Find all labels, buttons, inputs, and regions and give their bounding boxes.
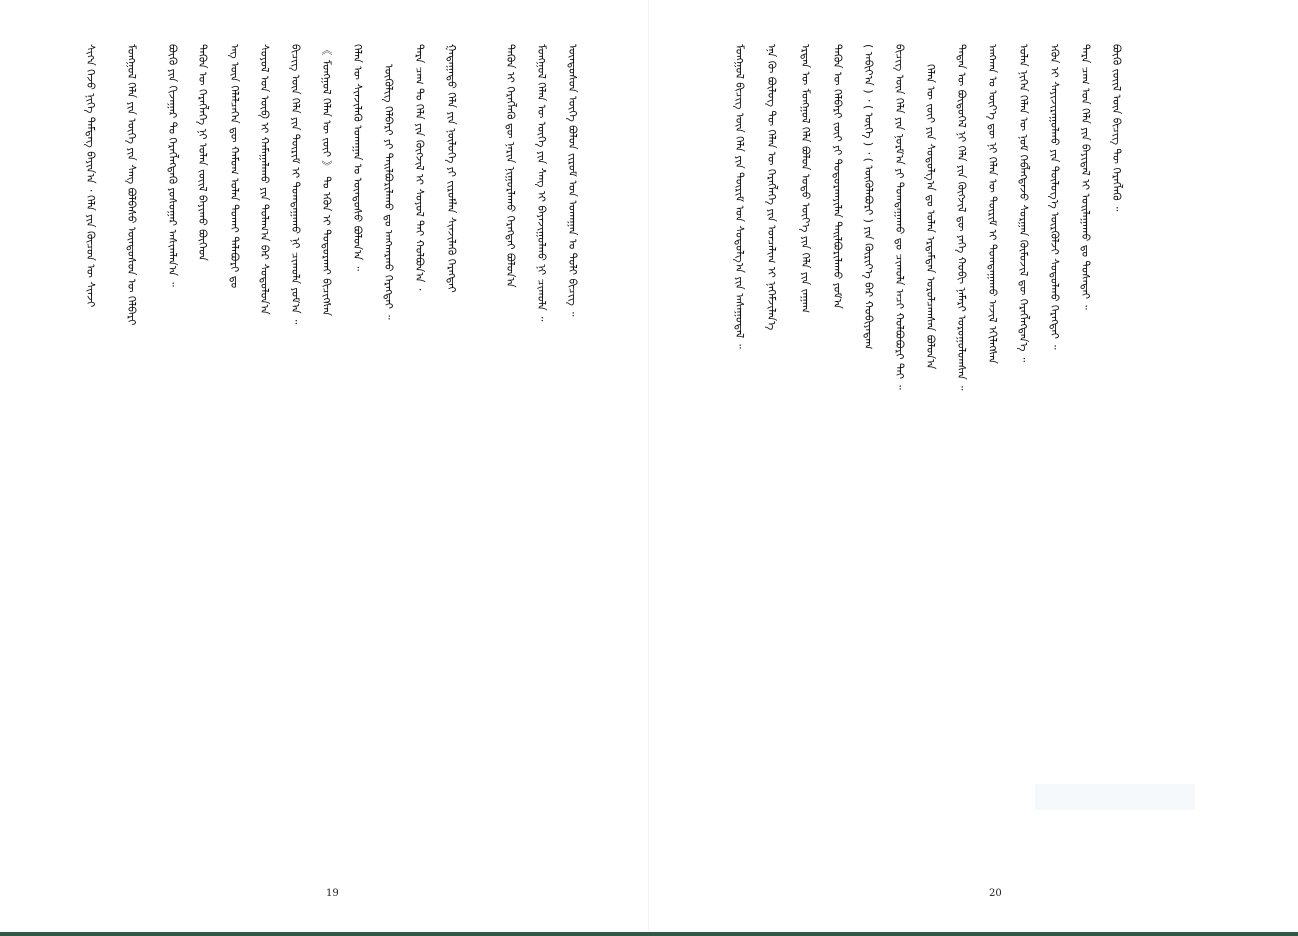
text-column: ᠮᠣᠩᠭᠣᠯ ᠪᠢᠴᠢᠭ ᠦᠨ ᠬᠡᠯᠡ ᠶᠢᠨ ᠳᠦᠷᠢᠮ ᠤᠨ ᠰᠤᠳᠤᠯᠭ᠎ᠠ ᠶᠢᠨ ᠠᠰᠠᠭᠤᠳᠠᠯ ᠃ [733, 44, 746, 349]
text-column: ᠲᠡᠷᠡ ᠴᠠᠭ ᠲᠤ ᠬᠡᠯᠡ ᠶᠢᠨ ᠬᠥᠭᠵᠢᠯ ᠢ ᠰᠣᠶᠣᠯ ᠲᠠᠢ ᠬᠣᠯᠪᠣᠨ᠎ᠠ ᠂ [413, 44, 426, 291]
text-column: ᠪᠦᠬᠦ ᠶᠢᠨ ᠬᠢᠵᠠᠭᠠᠷ ᠲᠤ ᠬᠡᠷᠡᠭᠯᠡᠭᠳᠡᠬᠦ ᠶᠣᠰᠣᠭᠠᠷ ᠠᠰᠢᠭᠯᠠᠨ᠎ᠠ ᠃ [166, 44, 179, 287]
text-column: ᠭᠠᠳᠠᠭᠠᠳᠤ ᠬᠡᠯᠡ ᠶᠢᠨ ᠨᠥᠯᠦᠭᠡ ᠶᠢ ᠵᠢᠷᠤᠮᠯᠠᠨ ᠰᠢᠨᠵᠢᠯᠡᠬᠦ ᠬᠡᠷᠡᠭᠲᠡᠶ [445, 44, 458, 293]
text-column: ᠦᠬᠦᠯᠢᠭ ᠬᠡᠯᠪᠡᠷᠢ ᠶᠢ ᠲᠠᠢᠯᠪᠤᠷᠢᠯᠠᠬᠤ ᠳᠤ ᠠᠩᠬᠠᠷᠬᠤ ᠬᠡᠷᠡᠭᠲᠡᠶ ᠃ [382, 64, 395, 320]
bottom-rule [0, 932, 1298, 936]
text-column: ᠬᠡᠯᠡᠨ ᠦ ᠵᠦᠢ ᠶᠢᠨ ᠰᠤᠳᠤᠯᠭ᠎ᠠ ᠳᠤ ᠣᠯᠠᠨ ᠡᠷᠳᠡᠮᠲᠡᠨ ᠣᠷᠣᠯᠴᠠᠭᠰᠠᠨ ᠪᠣᠯᠤᠨ᠎ᠠ [924, 64, 937, 370]
left-page [0, 0, 649, 932]
text-column: ᠲᠡᠷᠡ ᠴᠠᠭ ᠤᠨ ᠬᠡᠯᠡ ᠶᠢᠨ ᠪᠠᠶᠢᠳᠠᠯ ᠢ ᠣᠢᠯᠠᠭᠠᠬᠤ ᠳᠤ ᠲᠤᠰᠠᠲᠠᠶ ᠃ [1079, 44, 1092, 310]
text-column: ᠰᠣᠶᠣᠯ ᠤᠨ ᠦᠪ ᠢ ᠬᠠᠮᠠᠭᠠᠯᠠᠬᠤ ᠶᠢᠨ ᠲᠤᠯᠠᠭ᠎ᠠ ᠪᠠᠷ ᠰᠤᠳᠤᠯᠤᠨ᠎ᠠ [258, 44, 271, 315]
text-column: ᠮᠣᠩᠭᠣᠯ ᠬᠡᠯᠡᠨ ᠦ ᠦᠭᠡ ᠶᠢᠨ ᠰᠠᠩ ᠢ ᠪᠠᠶᠠᠵᠢᠭᠤᠯᠬᠤ ᠨᠢ ᠴᠢᠬᠤᠯᠠ ᠃ [535, 44, 548, 322]
text-column: ᠪᠢᠴᠢᠭ ᠦᠨ ᠬᠡᠯᠡ ᠶᠢᠨ ᠳᠦᠷᠢᠮ ᠢ ᠲᠣᠭᠲᠠᠭᠠᠬᠤ ᠨᠢ ᠴᠢᠬᠤᠯᠠ ᠶᠤᠮ᠎ᠠ ᠃ [289, 44, 302, 325]
text-column: ᠪᠢᠴᠢᠭ ᠦᠨ ᠬᠡᠯᠡ ᠶᠢᠨ ᠨᠣᠷᠮ᠎ᠠ ᠶᠢ ᠲᠣᠭᠲᠠᠭᠠᠬᠤ ᠳᠤ ᠴᠢᠬᠤᠯᠠ ᠠᠴᠢ ᠬᠣᠯᠪᠣᠪᠣᠷᠢ ᠲᠠᠢ ᠃ [893, 44, 906, 390]
page-number: 19 [326, 888, 339, 899]
text-column: ᠮᠣᠩᠭᠣᠯ ᠬᠡᠯᠡ ᠶᠢᠨ ᠦᠭᠡ ᠶᠢᠨ ᠰᠠᠩ ᠪᠣᠯᠪᠠᠰᠤ ᠦᠨᠳᠦᠰᠦᠨ ᠦ ᠬᠡᠯᠪᠡᠷᠢ [125, 44, 138, 326]
text-column: ( ᠠᠪᠢᠶ᠎ᠠ ) ᠂ ( ᠦᠭᠡ ) ᠂ ( ᠥᠭᠦᠯᠡᠪᠦᠷᠢ ) ᠶᠢᠨ ᠬᠦᠷᠢᠶ᠎ᠡ ᠪᠡᠷ ᠬᠤᠪᠢᠶᠠᠳᠠᠭ [862, 44, 875, 350]
text-column: ᠪᠦᠬᠦ ᠵᠦᠢᠯ ᠦᠨ ᠪᠢᠴᠢᠭ ᠲᠦ ᠬᠡᠷᠡᠭᠯᠡᠬᠦ ᠃ [1110, 44, 1123, 212]
text-column: ᠲᠡᠭᠦᠨ ᠢ ᠬᠡᠷᠡᠭᠯᠡᠬᠦ ᠳᠦ ᠨᠠᠷᠢᠨ ᠨᠢᠭᠤᠷᠯᠠᠬᠤ ᠬᠡᠷᠡᠭᠲᠡᠶ ᠪᠣᠯᠤᠨ᠎ᠠ [504, 44, 517, 288]
text-column: ᠡᠭᠦᠨ ᠢ ᠰᠠᠶᠢᠵᠢᠷᠠᠭᠤᠯᠬᠤ ᠶᠢᠨ ᠲᠥᠯᠦᠭ᠎ᠡ ᠦᠷᠭᠦᠯᠵᠢ ᠰᠤᠳᠤᠯᠬᠤ ᠬᠡᠷᠡᠭᠲᠡᠶ ᠃ [1048, 44, 1061, 350]
text-column: ᠬᠡᠯᠡᠨ ᠦ ᠰᠢᠨᠵᠢᠯᠡᠬᠦ ᠤᠬᠠᠭᠠᠨ ᠤ ᠦᠨᠳᠦᠰᠦ ᠪᠣᠯᠤᠨ᠎ᠠ ᠃ [351, 44, 364, 271]
text-column: ᠣᠯᠠᠨ ᠨᠢᠭᠡᠨ ᠬᠡᠯᠡᠨ ᠦ ᠨᠣᠮ ᠬᠡᠪᠯᠡᠭᠳᠡᠵᠦ ᠰᠤᠷᠭᠠᠨ ᠬᠦᠮᠦᠵᠢᠯ ᠳᠦ ᠬᠡᠷᠡᠭᠯᠡᠭᠳᠡᠨ᠎ᠡ ᠃ [1017, 44, 1030, 363]
text-column: ᠡᠷᠲᠡᠨ ᠦ ᠮᠣᠩᠭᠣᠯ ᠬᠡᠯᠡ ᠪᠣᠯᠤᠨ ᠣᠳᠣ ᠦᠶ᠎ᠡ ᠶᠢᠨ ᠬᠡᠯᠡ ᠶᠢᠨ ᠵᠠᠭᠠᠭ [799, 44, 812, 314]
text-column: ᠲᠡᠭᠦᠨ ᠦ ᠬᠡᠯᠪᠡᠷᠢ ᠵᠦᠢ ᠶᠢ ᠲᠣᠳᠣᠷᠬᠠᠶᠢᠯᠠᠨ ᠲᠠᠢᠯᠪᠤᠷᠢᠯᠠᠬᠤ ᠶᠤᠮ᠎ᠠ [831, 44, 844, 309]
text-column: ᠲᠡᠳᠡᠨ ᠦ ᠪᠦᠲᠦᠭᠡᠯ ᠨᠢ ᠬᠡᠯᠡ ᠶᠢᠨ ᠬᠥᠭᠵᠢᠯ ᠳᠦ ᠶᠡᠬᠡ ᠬᠤᠪᠢ ᠨᠡᠮᠡᠷᠢ ᠣᠷᠣᠭᠤᠯᠤᠭᠰᠠᠨ ᠃ [955, 44, 968, 391]
text-column: ᠠᠩᠬᠠᠨ ᠤ ᠦᠶ᠎ᠡ ᠳᠦ ᠨᠢ ᠬᠡᠯᠡᠨ ᠦ ᠳᠦᠷᠢᠮ ᠢ ᠲᠣᠭᠲᠠᠭᠠᠬᠤ ᠠᠵᠢᠯ ᠡᠬᠢᠯᠡᠭᠰᠡᠨ [986, 44, 999, 364]
right-page [649, 0, 1298, 932]
page-number: 20 [989, 888, 1002, 899]
text-column: ᠦᠨᠳᠦᠰᠦᠨ ᠦᠭᠡ ᠪᠣᠯᠤᠨ ᠵᠢᠷᠤᠮ ᠤᠨ ᠤᠬᠠᠭᠠᠨ ᠤ ᠲᠣᠯᠢ ᠪᠢᠴᠢᠭ ᠃ [566, 44, 579, 317]
faint-watermark [1035, 784, 1195, 810]
text-column: ᠰᠢᠭ᠌ᠠ ᠭᠡᠵᠦ ᠨᠢᠭᠡ ᠲᠡᠮᠳᠡᠭ ᠪᠠᠶᠢᠨ᠎ᠠ ᠂ ᠬᠡᠯᠡ ᠶᠢᠨ ᠬᠦᠴᠦᠨ ᠦ ᠰᠢᠨᠵᠢ [84, 44, 97, 308]
text-column: ᠲᠡᠭᠦᠨ ᠦ ᠬᠡᠷᠡᠭᠯᠡᠭᠡ ᠨᠢ ᠣᠯᠠᠨ ᠵᠦᠢᠯ ᠪᠠᠶᠢᠬᠤ ᠪᠥᠭᠡᠳ [196, 44, 209, 261]
text-column: ᠡᠩ ᠦᠨ ᠬᠡᠯᠡᠯᠴᠡᠭᠡᠨ ᠳᠦ ᠬᠠᠮᠤᠭ ᠣᠯᠠᠨ ᠲᠤᠬᠠᠶ ᠲᠠᠯᠠᠪᠤᠷᠢ ᠳᠤ [228, 44, 241, 289]
text-column: ᠡᠨᠡ ᠬᠦ ᠪᠦᠯᠦᠭ ᠲᠦ ᠬᠡᠯᠡᠨ ᠦ ᠬᠡᠷᠡᠭᠯᠡᠭᠡ ᠶᠢᠨ ᠣᠨᠴᠠᠯᠢᠭ ᠢ ᠨᠡᠬᠡᠮᠵᠢᠯᠡᠨ᠎ᠡ [765, 44, 778, 331]
text-column: 《 ᠮᠣᠩᠭᠣᠯ ᠬᠡᠯᠡᠨ ᠦ ᠵᠦᠢ 》 ᠲᠤ ᠡᠭᠦᠨ ᠢ ᠲᠣᠳᠣᠷᠬᠠᠶ ᠪᠢᠴᠢᠭᠰᠡᠨ [320, 44, 333, 316]
